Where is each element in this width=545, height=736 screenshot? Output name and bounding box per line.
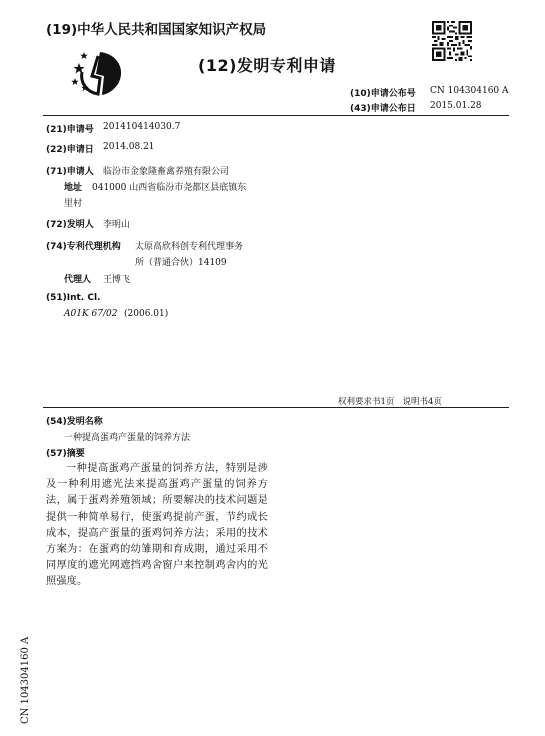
ipc-year: (2006.01) (124, 309, 169, 319)
document-type: (12)发明专利申请 (198, 56, 336, 75)
patent-agency-line-1: 太原高欣科创专利代理事务 (135, 242, 244, 252)
issuing-office: (19)中华人民共和国国家知识产权局 (46, 22, 267, 38)
qr-code (432, 21, 472, 61)
abstract-text: 一种提高蛋鸡产蛋量的饲养方法，特别是涉及一种利用遮光法来提高蛋鸡产蛋量的饲养方法，属于蛋鸡养殖领域；所要解决的技术问题是提供一种简单易行，使蛋鸡提前产蛋，节约成长成本，提高产蛋量的蛋鸡饲养方法；采用的技术方案为：在蛋鸡的幼雏期和育成期，通过采用不同厚度的遮光网遮挡鸡舍窗户来控制鸡舍内的光照强度。 (46, 463, 268, 588)
publication-date: 2015.01.28 (430, 101, 482, 111)
publication-number-label: (10)申请公布号 (350, 89, 416, 99)
invention-title: 一种提高蛋鸡产蛋量的饲养方法 (64, 433, 191, 443)
page-counts: 权利要求书1页 说明书4页 (338, 397, 442, 407)
address-label: 地址 (64, 183, 83, 193)
address-line-1: 041000 山西省临汾市尧都区县底镇东 (92, 183, 247, 193)
application-date: 2014.08.21 (103, 142, 155, 152)
side-publication-number: CN 104304160 A (20, 636, 31, 724)
patent-agency-line-2: 所（普通合伙）14109 (135, 258, 227, 268)
header-divider (43, 115, 509, 116)
address-line-2: 里村 (64, 199, 83, 209)
applicant: 临汾市金象隆畜禽养殖有限公司 (103, 167, 230, 177)
application-number: 201410414030.7 (103, 122, 181, 132)
agent-label: 代理人 (64, 275, 92, 285)
applicant-label: (71)申请人 (46, 167, 94, 177)
application-number-label: (21)申请号 (46, 125, 94, 135)
agent: 王博飞 (103, 275, 131, 285)
ipc-code: A01K 67/02 (64, 309, 118, 319)
inventor-label: (72)发明人 (46, 220, 94, 230)
cnipa-emblem-logo (70, 48, 128, 98)
invention-title-label: (54)发明名称 (46, 417, 103, 427)
application-date-label: (22)申请日 (46, 145, 94, 155)
patent-agency-label: (74)专利代理机构 (46, 242, 121, 252)
ipc-label: (51)Int. Cl. (46, 293, 101, 303)
publication-date-label: (43)申请公布日 (350, 104, 416, 114)
abstract-label: (57)摘要 (46, 449, 85, 459)
inventor: 李明山 (103, 220, 131, 230)
page-counts-divider (43, 407, 509, 408)
publication-number: CN 104304160 A (430, 86, 509, 96)
